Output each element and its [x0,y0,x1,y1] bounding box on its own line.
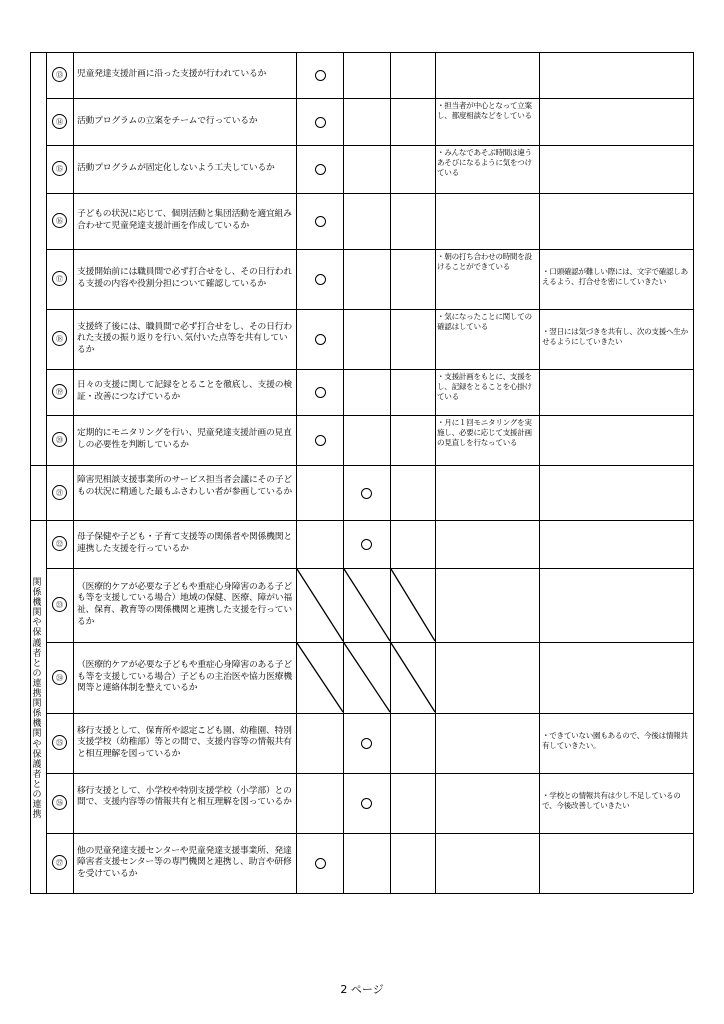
not-applicable-slash [391,643,435,712]
item-number: ㉓ [52,597,67,612]
question-text: 母子保健や子ども・子育て支援等の関係者や関係機関と連携した支援を行っているか [77,532,292,554]
improvement-note: ・学校との情報共有は少し不足しているので、今後改善していきたい [542,791,681,811]
item-number: ⑮ [52,161,67,176]
answer-circle-mark [315,164,326,175]
item-number: ㉕ [52,735,67,750]
not-applicable-slash [297,643,343,712]
status-note: ・支援計画をもとに、支援をし、記録をとることを心掛けている [437,372,532,402]
question-text: 支援開始前には職員間で必ず打合せをし、その日行われる支援の内容や役割分担について確認しているか [77,267,292,289]
answer-circle-mark [361,738,372,749]
answer-circle-mark [361,539,372,550]
answer-circle-mark [315,70,326,81]
not-applicable-slash [344,569,390,641]
answer-circle-mark [315,334,326,345]
status-note: ・朝の打ち合わせの時間を設けることができている [437,252,532,272]
question-text: 定期的にモニタリングを行い、児童発達支援計画の見直しの必要性を判断しているか [77,428,292,450]
answer-circle-mark [315,858,326,869]
item-number: ⑰ [52,271,67,286]
question-text: 活動プログラムが固定化しないよう工夫しているか [77,163,275,174]
answer-circle-mark [315,216,326,227]
question-text: （医療的ケアが必要な子どもや重症心身障害のある子ども等を支援している場合）地域の保健、医療、障がい福祉、保育、教育等の関係機関と連携した支援を行っているか [77,581,292,627]
page-number: 2 ページ [340,983,384,996]
answer-circle-mark [315,387,326,398]
not-applicable-slash [344,643,390,712]
not-applicable-slash [391,569,435,641]
question-text: 児童発達支援計画に沿った支援が行われているか [77,69,267,80]
question-text: 障害児相談支援事業所のサービス担当者会議にその子どもの状況に精通した最もふさわしい者が参画しているか [77,475,292,497]
item-number: ㉗ [52,855,67,870]
item-number: ㉒ [52,536,67,551]
answer-circle-mark [361,488,372,499]
item-number: ⑬ [52,67,67,82]
status-note: ・担当者が中心となって立案し、都度相談などをしている [437,101,532,121]
answer-circle-mark [315,435,326,446]
item-number: ⑯ [52,213,67,228]
question-text: 活動プログラムの立案をチームで行っているか [77,115,258,126]
question-text: 子どもの状況に応じて、個別活動と集団活動を適宜組み合わせて児童発達支援計画を作成しているか [77,209,292,231]
question-text: 移行支援として、保育所や認定こども園、幼稚園、特別支援学校（幼稚部）等との間で、支援内容等の情報共有と相互理解を図っているか [77,725,292,759]
answer-circle-mark [315,117,326,128]
answer-circle-mark [361,798,372,809]
improvement-note: ・翌日には気づきを共有し、次の支援へ生かせるようにしていきたい [542,327,688,347]
item-number: ⑲ [52,384,67,399]
improvement-note: ・口頭確認が難しい際には、文字で確認しあえるよう、打合せを密にしていきたい [542,267,688,287]
not-applicable-slash [297,569,343,641]
question-text: 移行支援として、小学校や特別支援学校（小学部）との間で、支援内容等の情報共有と相互理解を図っているか [77,785,292,808]
question-text: 日々の支援に関して記録をとることを徹底し、支援の検証・改善につなげているか [77,380,292,402]
status-note: ・月に１回モニタリングを実施し、必要に応じて支援計画の見直しを行なっている [437,418,532,448]
question-text: 他の児童発達支援センターや児童発達支援事業所、発達障害者支援センター等の専門機関と連携し、助言や研修を受けているか [77,845,292,879]
section-label: 関係機関や保護者との連携関係機関や保護者との連携 [32,578,42,821]
item-number: ㉔ [52,670,67,685]
item-number: ⑭ [52,114,67,129]
item-number: ⑳ [52,432,67,447]
item-number: ㉖ [52,795,67,810]
improvement-note: ・できていない園もあるので、今後は情報共有していきたい。 [542,731,688,751]
answer-circle-mark [315,274,326,285]
item-number: ㉑ [52,485,67,500]
question-text: 支援終了後には、職員間で必ず打合せをし、その日行われた支援の振り返りを行い､気付いた点等を共有しているか [77,321,292,355]
status-note: ・気になったことに関しての確認はしている [437,312,532,332]
question-text: （医療的ケアが必要な子どもや重症心身障害のある子ども等を支援している場合）子どもの主治医や協力医療機関等と連絡体制を整えているか [77,660,292,694]
status-note: ・みんなであそぶ時間は違うあそびになるように気をつけている [437,148,532,178]
item-number: ⑱ [52,331,67,346]
